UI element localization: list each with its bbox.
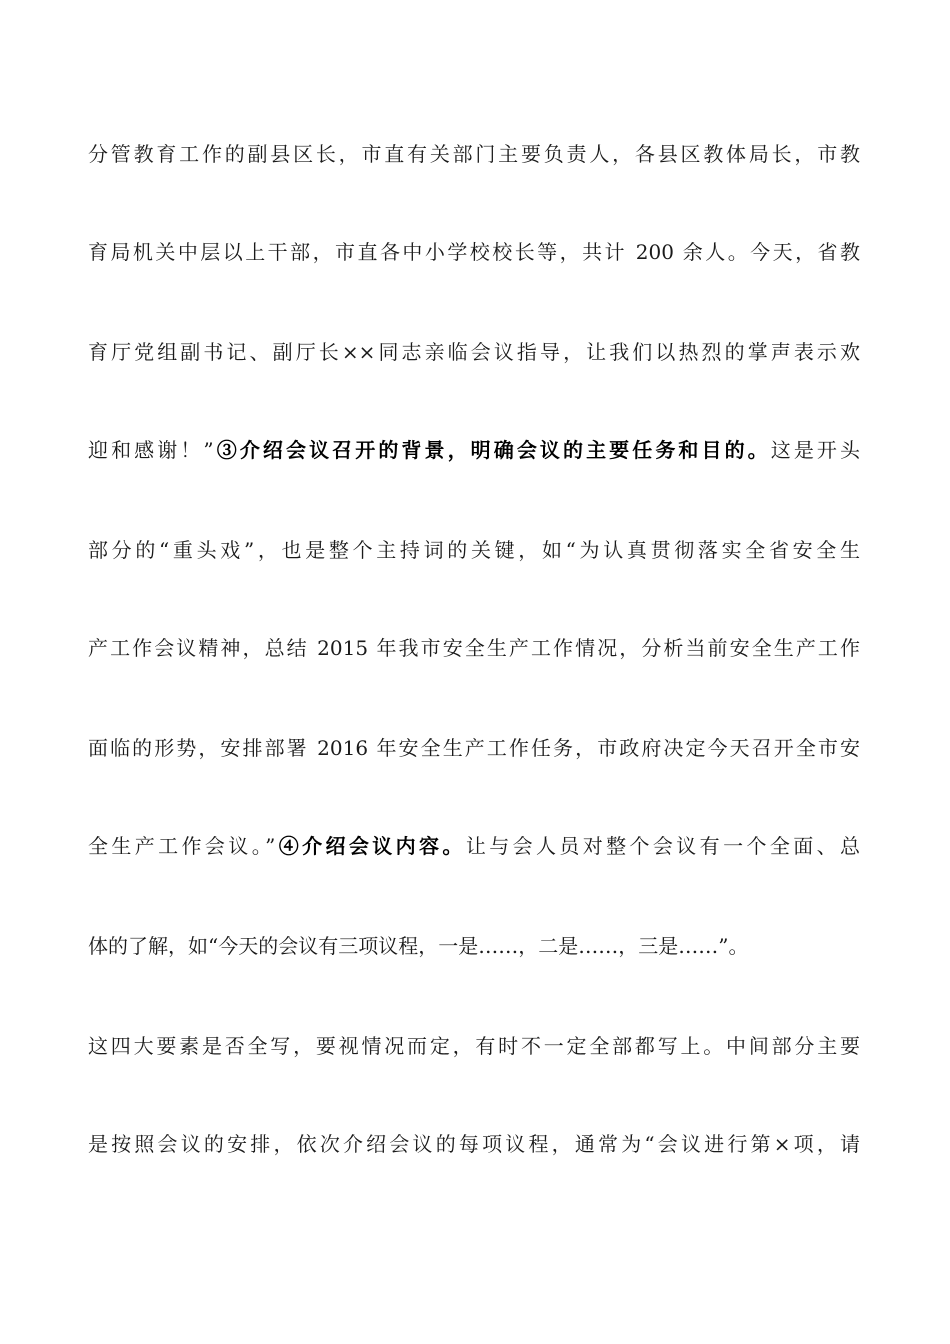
line-text: 育局机关中层以上干部，市直各中小学校校长等，共计 200 余人。今天，省教 [88, 240, 860, 264]
text-line-1 [88, 138, 860, 170]
line-text: 分管教育工作的副县区长，市直有关部门主要负责人，各县区教体局长，市教 [88, 142, 860, 166]
text-line-2 [88, 236, 860, 268]
line-text: 是按照会议的安排，依次介绍会议的每项议程，通常为“会议进行第×项，请 [88, 1132, 860, 1156]
text-line-6 [88, 632, 860, 664]
text-line-3 [88, 336, 860, 368]
line-text: 部分的“重头戏”，也是整个主持词的关键，如“为认真贯彻落实全省安全生 [88, 538, 860, 562]
text-line-9 [88, 930, 860, 962]
line-text: 这是开头 [770, 438, 861, 462]
text-line-4 [88, 434, 860, 466]
line-text: 产工作会议精神，总结 2015 年我市安全生产工作情况，分析当前安全生产工作 [88, 636, 860, 660]
text-line-8 [88, 830, 860, 862]
line-text: 让与会人员对整个会议有一个全面、总 [465, 834, 861, 858]
text-line-10 [88, 1030, 860, 1062]
line-text: 体的了解，如“今天的会议有三项议程，一是……，二是……，三是……”。 [88, 934, 749, 958]
line-text: 面临的形势，安排部署 2016 年安全生产工作任务，市政府决定今天召开全市安 [88, 736, 860, 760]
text-line-11 [88, 1128, 860, 1160]
line-text: 育厅党组副书记、副厅长××同志亲临会议指导，让我们以热烈的掌声表示欢 [88, 340, 860, 364]
bold-heading-4: ④介绍会议内容。 [275, 834, 466, 858]
line-text: 这四大要素是否全写，要视情况而定，有时不一定全部都写上。中间部分主要 [88, 1034, 860, 1058]
line-text: 迎和感谢！” [88, 438, 214, 462]
text-line-7 [88, 732, 860, 764]
text-line-5 [88, 534, 860, 566]
line-text: 全生产工作会议。” [88, 834, 276, 858]
bold-heading-3: ③介绍会议召开的背景，明确会议的主要任务和目的。 [213, 438, 771, 462]
